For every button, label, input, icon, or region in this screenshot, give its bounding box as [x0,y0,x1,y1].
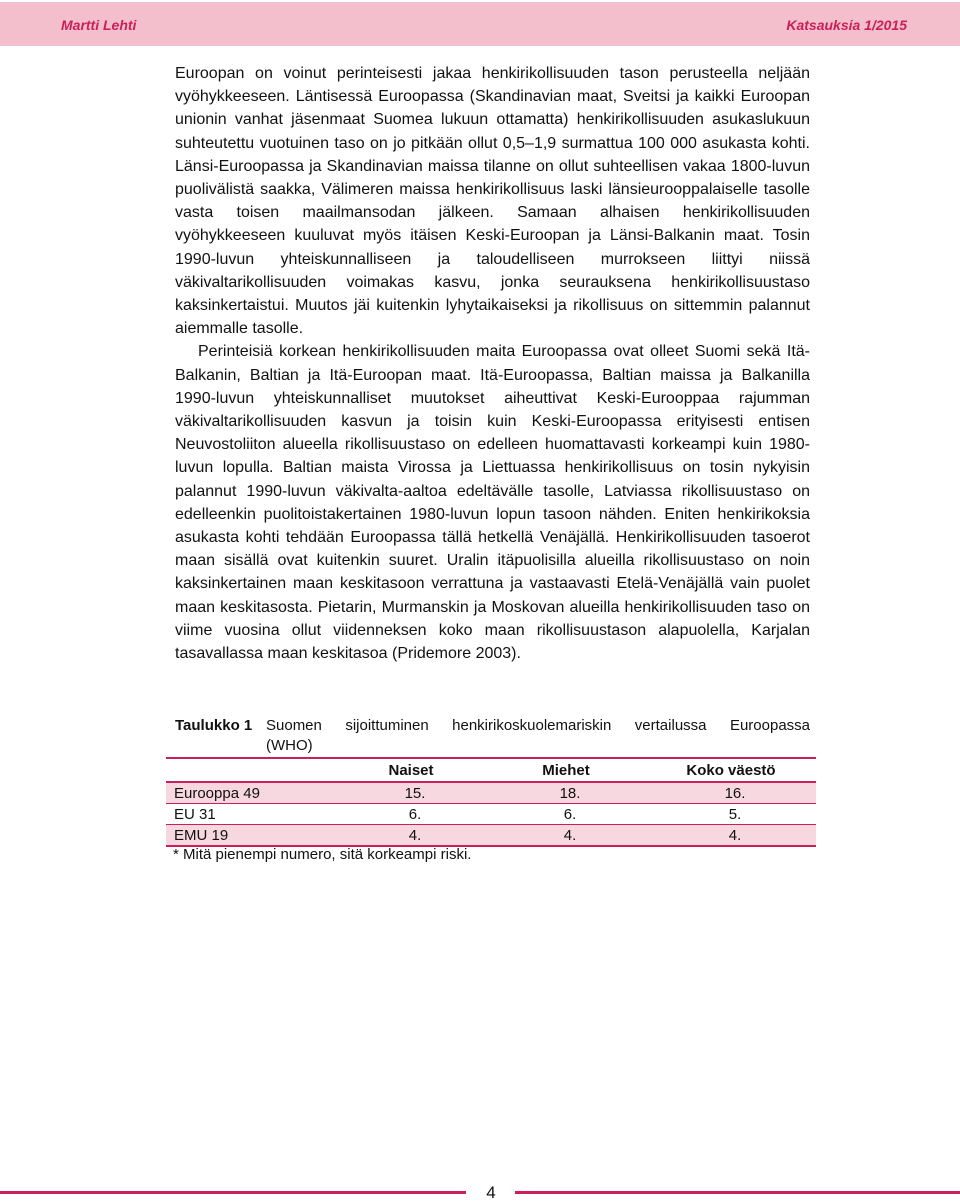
table-caption-text: Suomen sijoittuminen henkirikoskuolemariskin vertailussa Euroopassa [266,717,810,734]
header-author: Martti Lehti [61,17,137,33]
table-header-empty [166,758,336,782]
table-footnote: * Mitä pienempi numero, sitä korkeampi riski. [173,846,472,863]
cell-miehet: 18. [486,782,646,804]
header-series: Katsauksia 1/2015 [786,17,907,33]
page-number: 4 [480,1183,502,1203]
table-caption-source: (WHO) [266,737,313,754]
table-row [166,782,816,804]
table-row [166,825,816,847]
table-caption [175,716,810,756]
paragraph-1: Euroopan on voinut perinteisesti jakaa henkirikollisuuden tason perusteella neljään vyöhykkeeseen. Läntisessä Euroopassa (Skandinavian maat, Sveitsi ja kaikki Euroopan unionin vanhat jäsenmaat Suomea lukuun ottamatta) henkirikollisuuden asukaslukuun suhteutettu vuotuinen taso on jo pitkään ollut 0,5–1,9 surmattua 100 000 asukasta kohti. Länsi-Euroopassa ja Skandinavian maissa tilanne on ollut suhteellisen vakaa 1800-luvun puolivälistä saakka, Välimeren maissa henkirikollisuus laski länsieurooppalaiselle tasolle vasta toisen maailmansodan jälkeen. Samaan alhaisen henkirikollisuuden vyöhykkeeseen kuuluvat myös itäisen Keski-Euroopan ja Länsi-Balkanin maat. Tosin 1990-luvun yhteiskunnalliseen ja taloudelliseen murrokseen liittyi niissä väkivaltarikollisuuden voimakas kasvu, jonka seurauksena henkirikollisuustaso kaksinkertaistui. Muutos jäi kuitenkin lyhytaikaiseksi ja rikollisuus on sittemmin palannut aiemmalle tasolle. [175,65,810,338]
cell-koko: 16. [646,782,816,804]
cell-naiset: 6. [336,804,486,825]
table-header-koko: Koko väestö [646,758,816,782]
row-label: EMU 19 [166,825,336,847]
table-caption-label: Taulukko 1 [175,717,253,734]
table-header-naiset: Naiset [336,758,486,782]
table-row [166,804,816,825]
row-label: EU 31 [166,804,336,825]
article-body [175,62,810,665]
cell-naiset: 4. [336,825,486,847]
cell-miehet: 4. [486,825,646,847]
cell-koko: 5. [646,804,816,825]
table-header-miehet: Miehet [486,758,646,782]
footer-rule-left [0,1191,466,1194]
ranking-table [166,757,816,847]
cell-koko: 4. [646,825,816,847]
cell-naiset: 15. [336,782,486,804]
page-header [0,2,960,46]
table-header-row [166,758,816,782]
row-label: Eurooppa 49 [166,782,336,804]
paragraph-2: Perinteisiä korkean henkirikollisuuden maita Euroopassa ovat olleet Suomi sekä Itä-Balkanin, Baltian ja Itä-Euroopan maat. Itä-Euroopassa, Baltian maissa ja Balkanilla 1990-luvun yhteiskunnalliset muutokset aiheuttivat Keski-Eurooppaa rajumman väkivaltarikollisuuden kasvun ja toisin kuin Keski-Euroopassa erityisesti entisen Neuvostoliiton alueella rikollisuustaso on edelleen huomattavasti korkeampi kuin 1980-luvun lopulla. Baltian maista Virossa ja Liettuassa henkirikollisuus on tosin nykyisin palannut 1990-luvun väkivalta-aaltoa edeltävälle tasolle, Latviassa rikollisuustaso on edelleenkin puolitoistakertainen 1980-luvun lopun tasoon nähden. Eniten henkirikoksia asukasta kohti tehdään Euroopassa tällä hetkellä Venäjällä. Henkirikollisuuden tasoerot maan sisällä ovat kuitenkin suuret. Uralin itäpuolisilla alueilla rikollisuustaso on noin kaksinkertainen maan keskitasoon verrattuna ja vastaavasti Etelä-Venäjällä vain puolet maan keskitasosta. Pietarin, Murmanskin ja Moskovan alueilla henkirikollisuuden taso on viime vuosina ollut viidenneksen koko maan rikollisuustason alapuolella, Karjalan tasavallassa maan keskitasoa (Pridemore 2003). [175,343,810,663]
footer-rule-right [515,1191,960,1194]
cell-miehet: 6. [486,804,646,825]
